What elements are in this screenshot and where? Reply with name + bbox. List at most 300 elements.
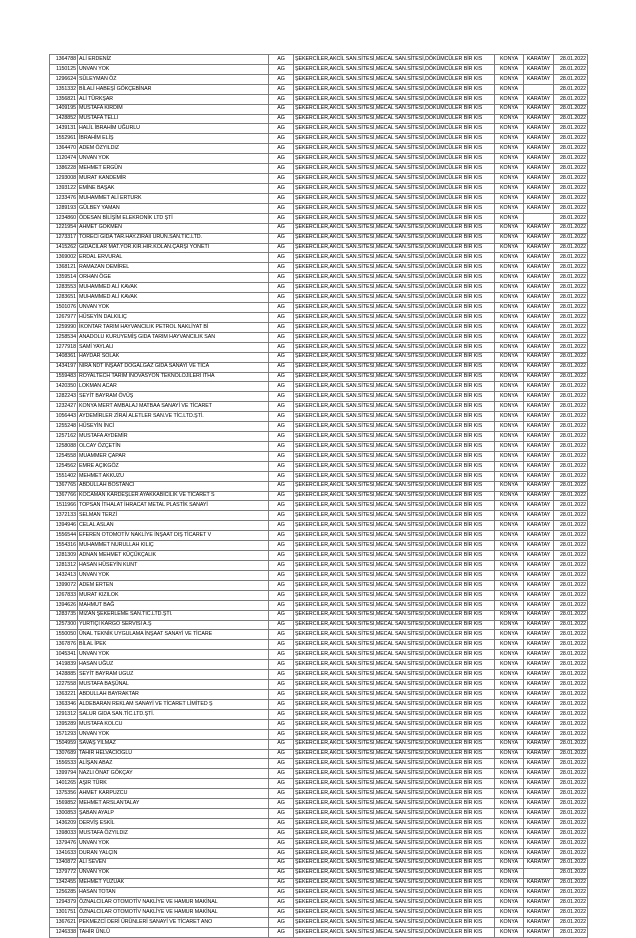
cell-id[interactable]: 1432413	[50, 570, 78, 580]
cell-district[interactable]: KARATAY	[524, 809, 554, 819]
cell-district[interactable]: KARATAY	[524, 273, 554, 283]
cell-name[interactable]: MUHAMMED ALİ KAVAK	[78, 283, 269, 293]
cell-name[interactable]: MAHMUT BAĞ	[78, 600, 269, 610]
cell-district[interactable]: KARATAY	[524, 243, 554, 253]
cell-city[interactable]: KONYA	[495, 918, 524, 928]
cell-code[interactable]: AG	[269, 223, 294, 233]
cell-id[interactable]: 1367621	[50, 918, 78, 928]
cell-address[interactable]: ŞEKERCİLER,AKCİL SAN.SİTESİ,MECAL SAN.SİTESİ,DÖKÜMCÜLER BİR KIS	[294, 799, 495, 809]
cell-city[interactable]: KONYA	[495, 243, 524, 253]
cell-city[interactable]: KONYA	[495, 273, 524, 283]
cell-id[interactable]: 1409195	[50, 104, 78, 114]
table-row[interactable]	[50, 491, 588, 501]
cell-district[interactable]: KARATAY	[524, 183, 554, 193]
cell-address[interactable]: ŞEKERCİLER,AKCİL SAN.SİTESİ,MECAL SAN.SİTESİ,DÖKÜMCÜLER BİR KIS	[294, 55, 495, 65]
cell-id[interactable]: 1504959	[50, 739, 78, 749]
cell-name[interactable]: ANADOLU KURUYEMİŞ GIDA TARIM HAYVANCILIK SAN	[78, 332, 269, 342]
cell-code[interactable]: AG	[269, 551, 294, 561]
cell-address[interactable]: ŞEKERCİLER,AKCİL SAN.SİTESİ,MECAL SAN.SİTESİ,DÖKÜMCÜLER BİR KIS	[294, 769, 495, 779]
cell-code[interactable]: AG	[269, 441, 294, 451]
cell-address[interactable]: ŞEKERCİLER,AKCİL SAN.SİTESİ,MECAL SAN.SİTESİ,DÖKÜMCÜLER BİR KIS	[294, 561, 495, 571]
cell-date[interactable]: 28.01.2022	[554, 451, 588, 461]
cell-city[interactable]: KONYA	[495, 312, 524, 322]
cell-district[interactable]: KARATAY	[524, 481, 554, 491]
cell-id[interactable]: 1283735	[50, 610, 78, 620]
cell-address[interactable]: ŞEKERCİLER,AKCİL SAN.SİTESİ,MECAL SAN.SİTESİ,DÖKÜMCÜLER BİR KIS	[294, 471, 495, 481]
cell-name[interactable]: MURAT KIZILOK	[78, 590, 269, 600]
cell-district[interactable]: KARATAY	[524, 521, 554, 531]
cell-district[interactable]: KARATAY	[524, 620, 554, 630]
cell-address[interactable]: ŞEKERCİLER,AKCİL SAN.SİTESİ,MECAL SAN.SİTESİ,DÖKÜMCÜLER BİR KIS	[294, 312, 495, 322]
cell-date[interactable]: 28.01.2022	[554, 570, 588, 580]
cell-city[interactable]: KONYA	[495, 154, 524, 164]
cell-address[interactable]: ŞEKERCİLER,AKCİL SAN.SİTESİ,MECAL SAN.SİTESİ,DÖKÜMCÜLER BİR KIS	[294, 94, 495, 104]
table-row[interactable]	[50, 848, 588, 858]
cell-id[interactable]: 1282243	[50, 392, 78, 402]
cell-name[interactable]: ADEM ERTEN	[78, 580, 269, 590]
cell-district[interactable]: KARATAY	[524, 858, 554, 868]
cell-address[interactable]: ŞEKERCİLER,AKCİL SAN.SİTESİ,MECAL SAN.SİTESİ,DÖKÜMCÜLER BİR KIS	[294, 273, 495, 283]
cell-address[interactable]: ŞEKERCİLER,AKCİL SAN.SİTESİ,MECAL SAN.SİTESİ,DÖKÜMCÜLER BİR KIS	[294, 104, 495, 114]
cell-date[interactable]: 28.01.2022	[554, 630, 588, 640]
cell-district[interactable]: KARATAY	[524, 600, 554, 610]
cell-address[interactable]: ŞEKERCİLER,AKCİL SAN.SİTESİ,MECAL SAN.SİTESİ,DÖKÜMCÜLER BİR KIS	[294, 203, 495, 213]
cell-district[interactable]: KARATAY	[524, 818, 554, 828]
table-row[interactable]	[50, 680, 588, 690]
cell-address[interactable]: ŞEKERCİLER,AKCİL SAN.SİTESİ,MECAL SAN.SİTESİ,DÖKÜMCÜLER BİR KIS	[294, 144, 495, 154]
cell-code[interactable]: AG	[269, 432, 294, 442]
cell-name[interactable]: ABDULLAH BOSTANCI	[78, 481, 269, 491]
cell-date[interactable]: 28.01.2022	[554, 392, 588, 402]
cell-id[interactable]: 1369002	[50, 253, 78, 263]
cell-date[interactable]: 28.01.2022	[554, 660, 588, 670]
table-row[interactable]	[50, 570, 588, 580]
cell-city[interactable]: KONYA	[495, 134, 524, 144]
cell-code[interactable]: AG	[269, 451, 294, 461]
cell-district[interactable]: KARATAY	[524, 203, 554, 213]
table-row[interactable]	[50, 233, 588, 243]
cell-district[interactable]: KARATAY	[524, 164, 554, 174]
cell-id[interactable]: 1501076	[50, 303, 78, 313]
cell-name[interactable]: UNVAN YOK	[78, 570, 269, 580]
cell-name[interactable]: DERVİŞ ESKİL	[78, 818, 269, 828]
cell-date[interactable]: 28.01.2022	[554, 838, 588, 848]
cell-city[interactable]: KONYA	[495, 749, 524, 759]
cell-name[interactable]: MUSTAFA TELLİ	[78, 114, 269, 124]
cell-date[interactable]: 28.01.2022	[554, 541, 588, 551]
cell-address[interactable]: ŞEKERCİLER,AKCİL SAN.SİTESİ,MECAL SAN.SİTESİ,DÖKÜMCÜLER BİR KIS	[294, 908, 495, 918]
cell-code[interactable]: AG	[269, 660, 294, 670]
cell-code[interactable]: AG	[269, 640, 294, 650]
cell-id[interactable]: 1281312	[50, 561, 78, 571]
table-row[interactable]	[50, 799, 588, 809]
cell-name[interactable]: EMRE AÇIKGÖZ	[78, 461, 269, 471]
cell-name[interactable]: ÖDESAN BİLİŞİM ELEKRONİK LTD ŞTİ	[78, 213, 269, 223]
cell-address[interactable]: ŞEKERCİLER,AKCİL SAN.SİTESİ,MECAL SAN.SİTESİ,DÖKÜMCÜLER BİR KIS	[294, 580, 495, 590]
cell-address[interactable]: ŞEKERCİLER,AKCİL SAN.SİTESİ,MECAL SAN.SİTESİ,DÖKÜMCÜLER BİR KIS	[294, 690, 495, 700]
table-row[interactable]	[50, 719, 588, 729]
cell-district[interactable]: KARATAY	[524, 670, 554, 680]
cell-id[interactable]: 1379772	[50, 868, 78, 878]
cell-code[interactable]: AG	[269, 233, 294, 243]
table-row[interactable]	[50, 114, 588, 124]
cell-code[interactable]: AG	[269, 64, 294, 74]
cell-name[interactable]: SELMAN TERZİ	[78, 511, 269, 521]
cell-district[interactable]: KARATAY	[524, 590, 554, 600]
cell-date[interactable]: 28.01.2022	[554, 928, 588, 938]
cell-address[interactable]: ŞEKERCİLER,AKCİL SAN.SİTESİ,MECAL SAN.SİTESİ,DÖKÜMCÜLER BİR KIS	[294, 332, 495, 342]
cell-id[interactable]: 1259990	[50, 322, 78, 332]
cell-district[interactable]: KARATAY	[524, 352, 554, 362]
cell-district[interactable]: KARATAY	[524, 154, 554, 164]
cell-city[interactable]: KONYA	[495, 610, 524, 620]
cell-date[interactable]: 28.01.2022	[554, 461, 588, 471]
cell-id[interactable]: 1246338	[50, 928, 78, 938]
cell-date[interactable]: 28.01.2022	[554, 74, 588, 84]
cell-district[interactable]: KARATAY	[524, 144, 554, 154]
cell-id[interactable]: 1120474	[50, 154, 78, 164]
cell-date[interactable]: 28.01.2022	[554, 739, 588, 749]
table-row[interactable]	[50, 699, 588, 709]
cell-district[interactable]: KARATAY	[524, 322, 554, 332]
cell-code[interactable]: AG	[269, 561, 294, 571]
cell-city[interactable]: KONYA	[495, 729, 524, 739]
cell-date[interactable]: 28.01.2022	[554, 243, 588, 253]
cell-date[interactable]: 28.01.2022	[554, 64, 588, 74]
cell-code[interactable]: AG	[269, 213, 294, 223]
cell-district[interactable]: KARATAY	[524, 94, 554, 104]
cell-date[interactable]: 28.01.2022	[554, 124, 588, 134]
cell-name[interactable]: ÖZNALCILAR OTOMOTİV NAKLİYE VE HAMUR MAKİNAL	[78, 908, 269, 918]
cell-district[interactable]: KARATAY	[524, 422, 554, 432]
cell-id[interactable]: 1056443	[50, 412, 78, 422]
cell-district[interactable]: KARATAY	[524, 193, 554, 203]
cell-name[interactable]: ALDEBARAN REKLAM SANAYİ VE TİCARET LİMİTED Ş	[78, 699, 269, 709]
table-row[interactable]	[50, 610, 588, 620]
cell-code[interactable]: AG	[269, 402, 294, 412]
cell-code[interactable]: AG	[269, 183, 294, 193]
cell-id[interactable]: 1386228	[50, 164, 78, 174]
table-row[interactable]	[50, 104, 588, 114]
cell-id[interactable]: 1289193	[50, 203, 78, 213]
cell-name[interactable]: HALİL İBRAHİM UĞURLU	[78, 124, 269, 134]
cell-address[interactable]: ŞEKERCİLER,AKCİL SAN.SİTESİ,MECAL SAN.SİTESİ,DÖKÜMCÜLER BİR KIS	[294, 461, 495, 471]
cell-date[interactable]: 28.01.2022	[554, 600, 588, 610]
cell-address[interactable]: ŞEKERCİLER,AKCİL SAN.SİTESİ,MECAL SAN.SİTESİ,DÖKÜMCÜLER BİR KIS	[294, 124, 495, 134]
cell-code[interactable]: AG	[269, 243, 294, 253]
cell-code[interactable]: AG	[269, 372, 294, 382]
cell-name[interactable]: ALİŞAN ABAZ	[78, 759, 269, 769]
cell-id[interactable]: 1420350	[50, 382, 78, 392]
cell-code[interactable]: AG	[269, 570, 294, 580]
cell-id[interactable]: 1294379	[50, 898, 78, 908]
cell-id[interactable]: 1232427	[50, 402, 78, 412]
cell-address[interactable]: ŞEKERCİLER,AKCİL SAN.SİTESİ,MECAL SAN.SİTESİ,DÖKÜMCÜLER BİR KIS	[294, 233, 495, 243]
cell-id[interactable]: 1277918	[50, 342, 78, 352]
cell-city[interactable]: KONYA	[495, 809, 524, 819]
cell-date[interactable]: 28.01.2022	[554, 441, 588, 451]
cell-date[interactable]: 28.01.2022	[554, 561, 588, 571]
table-row[interactable]	[50, 422, 588, 432]
cell-code[interactable]: AG	[269, 908, 294, 918]
table-row[interactable]	[50, 213, 588, 223]
cell-id[interactable]: 1340872	[50, 858, 78, 868]
cell-code[interactable]: AG	[269, 521, 294, 531]
cell-name[interactable]: AŞIR TÜRK	[78, 779, 269, 789]
cell-code[interactable]: AG	[269, 134, 294, 144]
cell-address[interactable]: ŞEKERCİLER,AKCİL SAN.SİTESİ,MECAL SAN.SİTESİ,DÖKÜMCÜLER BİR KIS	[294, 422, 495, 432]
cell-name[interactable]: İKONTAR TARIM HAYVANCILIK PETROL NAKLİYAT Bİ	[78, 322, 269, 332]
cell-address[interactable]: ŞEKERCİLER,AKCİL SAN.SİTESİ,MECAL SAN.SİTESİ,DÖKÜMCÜLER BİR KIS	[294, 759, 495, 769]
cell-id[interactable]: 1364788	[50, 55, 78, 65]
cell-date[interactable]: 28.01.2022	[554, 233, 588, 243]
cell-date[interactable]: 28.01.2022	[554, 203, 588, 213]
cell-id[interactable]: 1356821	[50, 94, 78, 104]
table-row[interactable]	[50, 154, 588, 164]
cell-district[interactable]: KARATAY	[524, 610, 554, 620]
cell-address[interactable]: ŞEKERCİLER,AKCİL SAN.SİTESİ,MECAL SAN.SİTESİ,DÖKÜMCÜLER BİR KIS	[294, 352, 495, 362]
cell-city[interactable]: KONYA	[495, 620, 524, 630]
cell-address[interactable]: ŞEKERCİLER,AKCİL SAN.SİTESİ,MECAL SAN.SİTESİ,DÖKÜMCÜLER BİR KIS	[294, 491, 495, 501]
cell-code[interactable]: AG	[269, 501, 294, 511]
cell-date[interactable]: 28.01.2022	[554, 858, 588, 868]
cell-code[interactable]: AG	[269, 154, 294, 164]
cell-address[interactable]: ŞEKERCİLER,AKCİL SAN.SİTESİ,MECAL SAN.SİTESİ,DÖKÜMCÜLER BİR KIS	[294, 739, 495, 749]
cell-district[interactable]: KARATAY	[524, 263, 554, 273]
cell-city[interactable]: KONYA	[495, 382, 524, 392]
cell-name[interactable]: MUHAMMET NURULLAH KILIÇ	[78, 541, 269, 551]
cell-district[interactable]: KARATAY	[524, 451, 554, 461]
cell-district[interactable]: KARATAY	[524, 312, 554, 322]
cell-city[interactable]: KONYA	[495, 74, 524, 84]
table-row[interactable]	[50, 650, 588, 660]
cell-address[interactable]: ŞEKERCİLER,AKCİL SAN.SİTESİ,MECAL SAN.SİTESİ,DÖKÜMCÜLER BİR KIS	[294, 590, 495, 600]
cell-name[interactable]: HÜSEYİN İNCİ	[78, 422, 269, 432]
cell-district[interactable]: KARATAY	[524, 908, 554, 918]
table-row[interactable]	[50, 412, 588, 422]
table-row[interactable]	[50, 838, 588, 848]
cell-date[interactable]: 28.01.2022	[554, 521, 588, 531]
cell-city[interactable]: KONYA	[495, 650, 524, 660]
cell-date[interactable]: 28.01.2022	[554, 878, 588, 888]
cell-city[interactable]: KONYA	[495, 680, 524, 690]
cell-code[interactable]: AG	[269, 769, 294, 779]
cell-code[interactable]: AG	[269, 739, 294, 749]
cell-id[interactable]: 1419839	[50, 660, 78, 670]
cell-district[interactable]: KARATAY	[524, 680, 554, 690]
cell-district[interactable]: KARATAY	[524, 650, 554, 660]
cell-address[interactable]: ŞEKERCİLER,AKCİL SAN.SİTESİ,MECAL SAN.SİTESİ,DÖKÜMCÜLER BİR KIS	[294, 441, 495, 451]
cell-name[interactable]: SÜLEYMAN ÖZ	[78, 74, 269, 84]
cell-address[interactable]: ŞEKERCİLER,AKCİL SAN.SİTESİ,MECAL SAN.SİTESİ,DÖKÜMCÜLER BİR KIS	[294, 858, 495, 868]
cell-code[interactable]: AG	[269, 392, 294, 402]
cell-city[interactable]: KONYA	[495, 580, 524, 590]
table-row[interactable]	[50, 481, 588, 491]
cell-id[interactable]: 1552961	[50, 134, 78, 144]
table-row[interactable]	[50, 630, 588, 640]
cell-district[interactable]: KARATAY	[524, 332, 554, 342]
cell-id[interactable]: 1415262	[50, 243, 78, 253]
cell-address[interactable]: ŞEKERCİLER,AKCİL SAN.SİTESİ,MECAL SAN.SİTESİ,DÖKÜMCÜLER BİR KIS	[294, 501, 495, 511]
cell-code[interactable]: AG	[269, 928, 294, 938]
cell-city[interactable]: KONYA	[495, 789, 524, 799]
cell-district[interactable]: KARATAY	[524, 709, 554, 719]
table-row[interactable]	[50, 432, 588, 442]
cell-id[interactable]: 1408361	[50, 352, 78, 362]
cell-code[interactable]: AG	[269, 818, 294, 828]
cell-code[interactable]: AG	[269, 94, 294, 104]
cell-district[interactable]: KARATAY	[524, 372, 554, 382]
cell-city[interactable]: KONYA	[495, 838, 524, 848]
cell-address[interactable]: ŞEKERCİLER,AKCİL SAN.SİTESİ,MECAL SAN.SİTESİ,DÖKÜMCÜLER BİR KIS	[294, 223, 495, 233]
cell-city[interactable]: KONYA	[495, 412, 524, 422]
cell-id[interactable]: 1150125	[50, 64, 78, 74]
table-row[interactable]	[50, 293, 588, 303]
cell-code[interactable]: AG	[269, 809, 294, 819]
cell-date[interactable]: 28.01.2022	[554, 729, 588, 739]
cell-date[interactable]: 28.01.2022	[554, 193, 588, 203]
table-row[interactable]	[50, 590, 588, 600]
cell-name[interactable]: BİLAL İPEK	[78, 640, 269, 650]
cell-address[interactable]: ŞEKERCİLER,AKCİL SAN.SİTESİ,MECAL SAN.SİTESİ,DÖKÜMCÜLER BİR KIS	[294, 174, 495, 184]
cell-city[interactable]: KONYA	[495, 818, 524, 828]
cell-id[interactable]: 1267977	[50, 312, 78, 322]
cell-date[interactable]: 28.01.2022	[554, 372, 588, 382]
cell-name[interactable]: YURTİÇİ KARGO SERVİSİ A.Ş	[78, 620, 269, 630]
cell-code[interactable]: AG	[269, 303, 294, 313]
cell-district[interactable]: KARATAY	[524, 580, 554, 590]
cell-name[interactable]: UNVAN YOK	[78, 64, 269, 74]
cell-city[interactable]: KONYA	[495, 868, 524, 878]
cell-name[interactable]: ALİ TÜRKŞAR	[78, 94, 269, 104]
cell-code[interactable]: AG	[269, 124, 294, 134]
cell-date[interactable]: 28.01.2022	[554, 114, 588, 124]
cell-address[interactable]: ŞEKERCİLER,AKCİL SAN.SİTESİ,MECAL SAN.SİTESİ,DÖKÜMCÜLER BİR KIS	[294, 322, 495, 332]
cell-district[interactable]: KARATAY	[524, 739, 554, 749]
cell-date[interactable]: 28.01.2022	[554, 749, 588, 759]
cell-date[interactable]: 28.01.2022	[554, 144, 588, 154]
cell-district[interactable]: KARATAY	[524, 541, 554, 551]
cell-id[interactable]: 1511966	[50, 501, 78, 511]
cell-name[interactable]: EMİNE BAŞAK	[78, 183, 269, 193]
cell-date[interactable]: 28.01.2022	[554, 650, 588, 660]
cell-district[interactable]: KARATAY	[524, 719, 554, 729]
table-row[interactable]	[50, 769, 588, 779]
cell-address[interactable]: ŞEKERCİLER,AKCİL SAN.SİTESİ,MECAL SAN.SİTESİ,DÖKÜMCÜLER BİR KIS	[294, 709, 495, 719]
cell-code[interactable]: AG	[269, 342, 294, 352]
cell-date[interactable]: 28.01.2022	[554, 382, 588, 392]
cell-date[interactable]: 28.01.2022	[554, 471, 588, 481]
cell-id[interactable]: 1258088	[50, 441, 78, 451]
table-row[interactable]	[50, 501, 588, 511]
cell-city[interactable]: KONYA	[495, 84, 524, 94]
cell-date[interactable]: 28.01.2022	[554, 709, 588, 719]
cell-id[interactable]: 1428852	[50, 114, 78, 124]
cell-date[interactable]: 28.01.2022	[554, 680, 588, 690]
cell-district[interactable]: KARATAY	[524, 848, 554, 858]
cell-id[interactable]: 1368121	[50, 263, 78, 273]
cell-district[interactable]: KARATAY	[524, 928, 554, 938]
cell-district[interactable]: KARATAY	[524, 124, 554, 134]
cell-city[interactable]: KONYA	[495, 64, 524, 74]
cell-date[interactable]: 28.01.2022	[554, 432, 588, 442]
cell-name[interactable]: AYDEMİRLER ZİRAİ ALETLER SAN.VE TİC.LTD.ŞTİ.	[78, 412, 269, 422]
table-row[interactable]	[50, 124, 588, 134]
cell-address[interactable]: ŞEKERCİLER,AKCİL SAN.SİTESİ,MECAL SAN.SİTESİ,DÖKÜMCÜLER BİR KIS	[294, 293, 495, 303]
cell-date[interactable]: 28.01.2022	[554, 918, 588, 928]
cell-address[interactable]: ŞEKERCİLER,AKCİL SAN.SİTESİ,MECAL SAN.SİTESİ,DÖKÜMCÜLER BİR KIS	[294, 303, 495, 313]
cell-date[interactable]: 28.01.2022	[554, 94, 588, 104]
cell-name[interactable]: MEHMET AKKUZU	[78, 471, 269, 481]
cell-id[interactable]: 1359514	[50, 273, 78, 283]
cell-city[interactable]: KONYA	[495, 908, 524, 918]
cell-id[interactable]: 1293008	[50, 174, 78, 184]
cell-district[interactable]: KARATAY	[524, 134, 554, 144]
cell-id[interactable]: 1257162	[50, 432, 78, 442]
cell-code[interactable]: AG	[269, 749, 294, 759]
cell-code[interactable]: AG	[269, 382, 294, 392]
cell-city[interactable]: KONYA	[495, 342, 524, 352]
cell-id[interactable]: 1394946	[50, 521, 78, 531]
cell-code[interactable]: AG	[269, 680, 294, 690]
cell-address[interactable]: ŞEKERCİLER,AKCİL SAN.SİTESİ,MECAL SAN.SİTESİ,DÖKÜMCÜLER BİR KIS	[294, 809, 495, 819]
cell-city[interactable]: KONYA	[495, 174, 524, 184]
cell-name[interactable]: ADNAN MEHMET KÜÇÜKÇALIK	[78, 551, 269, 561]
cell-city[interactable]: KONYA	[495, 203, 524, 213]
table-row[interactable]	[50, 729, 588, 739]
cell-address[interactable]: ŞEKERCİLER,AKCİL SAN.SİTESİ,MECAL SAN.SİTESİ,DÖKÜMCÜLER BİR KIS	[294, 342, 495, 352]
cell-district[interactable]: KARATAY	[524, 55, 554, 65]
cell-date[interactable]: 28.01.2022	[554, 789, 588, 799]
cell-city[interactable]: KONYA	[495, 303, 524, 313]
table-row[interactable]	[50, 441, 588, 451]
cell-city[interactable]: KONYA	[495, 183, 524, 193]
cell-district[interactable]: KARATAY	[524, 64, 554, 74]
cell-code[interactable]: AG	[269, 898, 294, 908]
cell-name[interactable]: MEHMET ERGÜN	[78, 164, 269, 174]
cell-name[interactable]: ADEM ÖZYILDIZ	[78, 144, 269, 154]
table-row[interactable]	[50, 392, 588, 402]
cell-name[interactable]: UNVAN YOK	[78, 303, 269, 313]
cell-address[interactable]: ŞEKERCİLER,AKCİL SAN.SİTESİ,MECAL SAN.SİTESİ,DÖKÜMCÜLER BİR KIS	[294, 719, 495, 729]
cell-address[interactable]: ŞEKERCİLER,AKCİL SAN.SİTESİ,MECAL SAN.SİTESİ,DÖKÜMCÜLER BİR KIS	[294, 263, 495, 273]
cell-city[interactable]: KONYA	[495, 799, 524, 809]
table-row[interactable]	[50, 878, 588, 888]
cell-id[interactable]: 1554316	[50, 541, 78, 551]
cell-address[interactable]: ŞEKERCİLER,AKCİL SAN.SİTESİ,MECAL SAN.SİTESİ,DÖKÜMCÜLER BİR KIS	[294, 928, 495, 938]
cell-city[interactable]: KONYA	[495, 898, 524, 908]
cell-code[interactable]: AG	[269, 541, 294, 551]
cell-district[interactable]: KARATAY	[524, 769, 554, 779]
cell-city[interactable]: KONYA	[495, 521, 524, 531]
cell-code[interactable]: AG	[269, 263, 294, 273]
cell-name[interactable]: SALUR GIDA SAN.TİC.LTD.ŞTİ.	[78, 709, 269, 719]
cell-district[interactable]: KARATAY	[524, 779, 554, 789]
cell-city[interactable]: KONYA	[495, 114, 524, 124]
cell-name[interactable]: ÜNAL TEKNİK UYGULAMA İNŞAAT SANAYİ VE TİCARE	[78, 630, 269, 640]
cell-date[interactable]: 28.01.2022	[554, 352, 588, 362]
cell-address[interactable]: ŞEKERCİLER,AKCİL SAN.SİTESİ,MECAL SAN.SİTESİ,DÖKÜMCÜLER BİR KIS	[294, 511, 495, 521]
cell-name[interactable]: HASAN UĞUZ	[78, 660, 269, 670]
cell-address[interactable]: ŞEKERCİLER,AKCİL SAN.SİTESİ,MECAL SAN.SİTESİ,DÖKÜMCÜLER BİR KIS	[294, 432, 495, 442]
table-row[interactable]	[50, 74, 588, 84]
cell-date[interactable]: 28.01.2022	[554, 848, 588, 858]
cell-code[interactable]: AG	[269, 203, 294, 213]
table-row[interactable]	[50, 759, 588, 769]
cell-address[interactable]: ŞEKERCİLER,AKCİL SAN.SİTESİ,MECAL SAN.SİTESİ,DÖKÜMCÜLER BİR KIS	[294, 749, 495, 759]
cell-date[interactable]: 28.01.2022	[554, 828, 588, 838]
cell-district[interactable]: KARATAY	[524, 432, 554, 442]
